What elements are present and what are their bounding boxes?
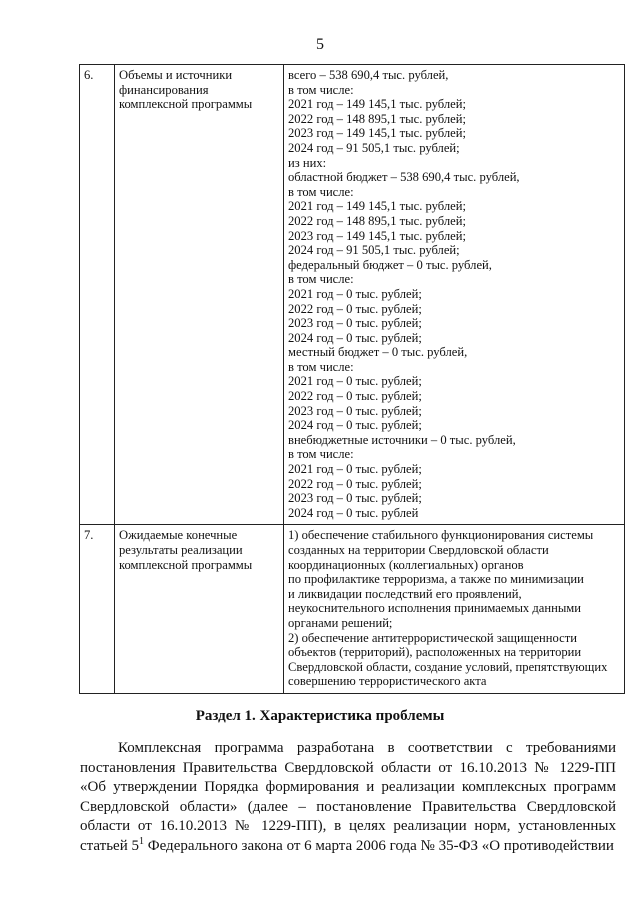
value-line: 2024 год – 0 тыс. рублей — [288, 505, 419, 520]
row-number: 6. — [80, 65, 115, 525]
value-line: в том числе: — [288, 184, 354, 199]
row-value — [284, 65, 625, 525]
value-line: 2022 год – 0 тыс. рублей; — [288, 389, 422, 404]
value-line: созданных на территории Свердловской области — [288, 543, 549, 557]
paragraph — [80, 739, 616, 856]
table-row — [80, 65, 625, 525]
row-name: Ожидаемые конечные результаты реализации комплексной программы — [115, 525, 284, 694]
value-line: 2022 год – 148 895,1 тыс. рублей; — [288, 111, 466, 126]
paragraph-text-continued: Федерального закона от 6 марта 2006 года № 35-ФЗ «О противодействии — [144, 837, 614, 854]
value-line: 2021 год – 149 145,1 тыс. рублей; — [288, 199, 466, 214]
value-line: 1) обеспечение стабильного функционирования системы — [288, 528, 594, 543]
section-title: Раздел 1. Характеристика проблемы — [195, 708, 445, 724]
value-line: координационных (коллегиальных) органов — [288, 557, 524, 572]
program-passport-table — [79, 64, 625, 694]
row-value — [284, 525, 625, 694]
value-line: 2021 год – 0 тыс. рублей; — [288, 286, 422, 301]
value-line: в том числе: — [288, 82, 354, 97]
value-line: 2023 год – 0 тыс. рублей; — [288, 491, 422, 506]
value-line: всего – 538 690,4 тыс. рублей, — [288, 68, 449, 82]
value-line: объектов (территорий), расположенных на территории — [288, 645, 582, 660]
superscript: 1 — [139, 835, 144, 847]
value-line: по профилактике терроризма, а также по минимизации — [288, 572, 584, 587]
value-line: в том числе: — [288, 272, 354, 287]
value-line: федеральный бюджет – 0 тыс. рублей, — [288, 257, 492, 272]
row-name: Объемы и источники финансирования комплексной программы — [115, 65, 284, 525]
value-line: 2021 год – 149 145,1 тыс. рублей; — [288, 97, 466, 112]
value-line: 2023 год – 0 тыс. рублей; — [288, 403, 422, 418]
value-line: внебюджетные источники – 0 тыс. рублей, — [288, 432, 516, 447]
value-line: неукоснительного исполнения принимаемых данными — [288, 601, 582, 616]
value-line: областной бюджет – 538 690,4 тыс. рублей, — [288, 170, 520, 185]
value-line: органами решений; — [288, 615, 393, 630]
value-line: местный бюджет – 0 тыс. рублей, — [288, 345, 468, 360]
value-line: 2) обеспечение антитеррористической защищенности — [288, 630, 577, 645]
value-line: 2024 год – 91 505,1 тыс. рублей; — [288, 140, 460, 155]
value-line: 2022 год – 0 тыс. рублей; — [288, 301, 422, 316]
value-line: 2023 год – 149 145,1 тыс. рублей; — [288, 228, 466, 243]
value-line: из них: — [288, 155, 327, 170]
value-line: Свердловской области, создание условий, препятствующих — [288, 659, 608, 674]
value-line: 2024 год – 0 тыс. рублей; — [288, 418, 422, 433]
value-line: 2023 год – 0 тыс. рублей; — [288, 316, 422, 331]
body-paragraph — [80, 739, 616, 856]
value-line: 2021 год – 0 тыс. рублей; — [288, 462, 422, 477]
value-line: 2023 год – 149 145,1 тыс. рублей; — [288, 126, 466, 141]
value-line: и ликвидации последствий его проявлений, — [288, 586, 522, 601]
paragraph-text: Комплексная программа разработана в соответствии с требованиями постановления Правительства Свердловской области от 16.10.2013 № 1229-ПП «Об утверждении Порядка формирования и реализации комплексных программ Свердловской области» (далее – постановление Правительства Свердловской области от 16.10.2013 № 1229-ПП), в целях реализации норм, установленных статьей 5 — [80, 740, 616, 854]
page-number: 5 — [316, 36, 324, 53]
table-row — [80, 525, 625, 694]
row-number: 7. — [80, 525, 115, 694]
value-line: совершению террористического акта — [288, 674, 487, 689]
value-line: 2024 год – 0 тыс. рублей; — [288, 330, 422, 345]
value-line: в том числе: — [288, 359, 354, 374]
value-line: 2022 год – 0 тыс. рублей; — [288, 476, 422, 491]
value-line: 2024 год – 91 505,1 тыс. рублей; — [288, 243, 460, 258]
value-line: 2022 год – 148 895,1 тыс. рублей; — [288, 213, 466, 228]
value-line: в том числе: — [288, 447, 354, 462]
value-line: 2021 год – 0 тыс. рублей; — [288, 374, 422, 389]
